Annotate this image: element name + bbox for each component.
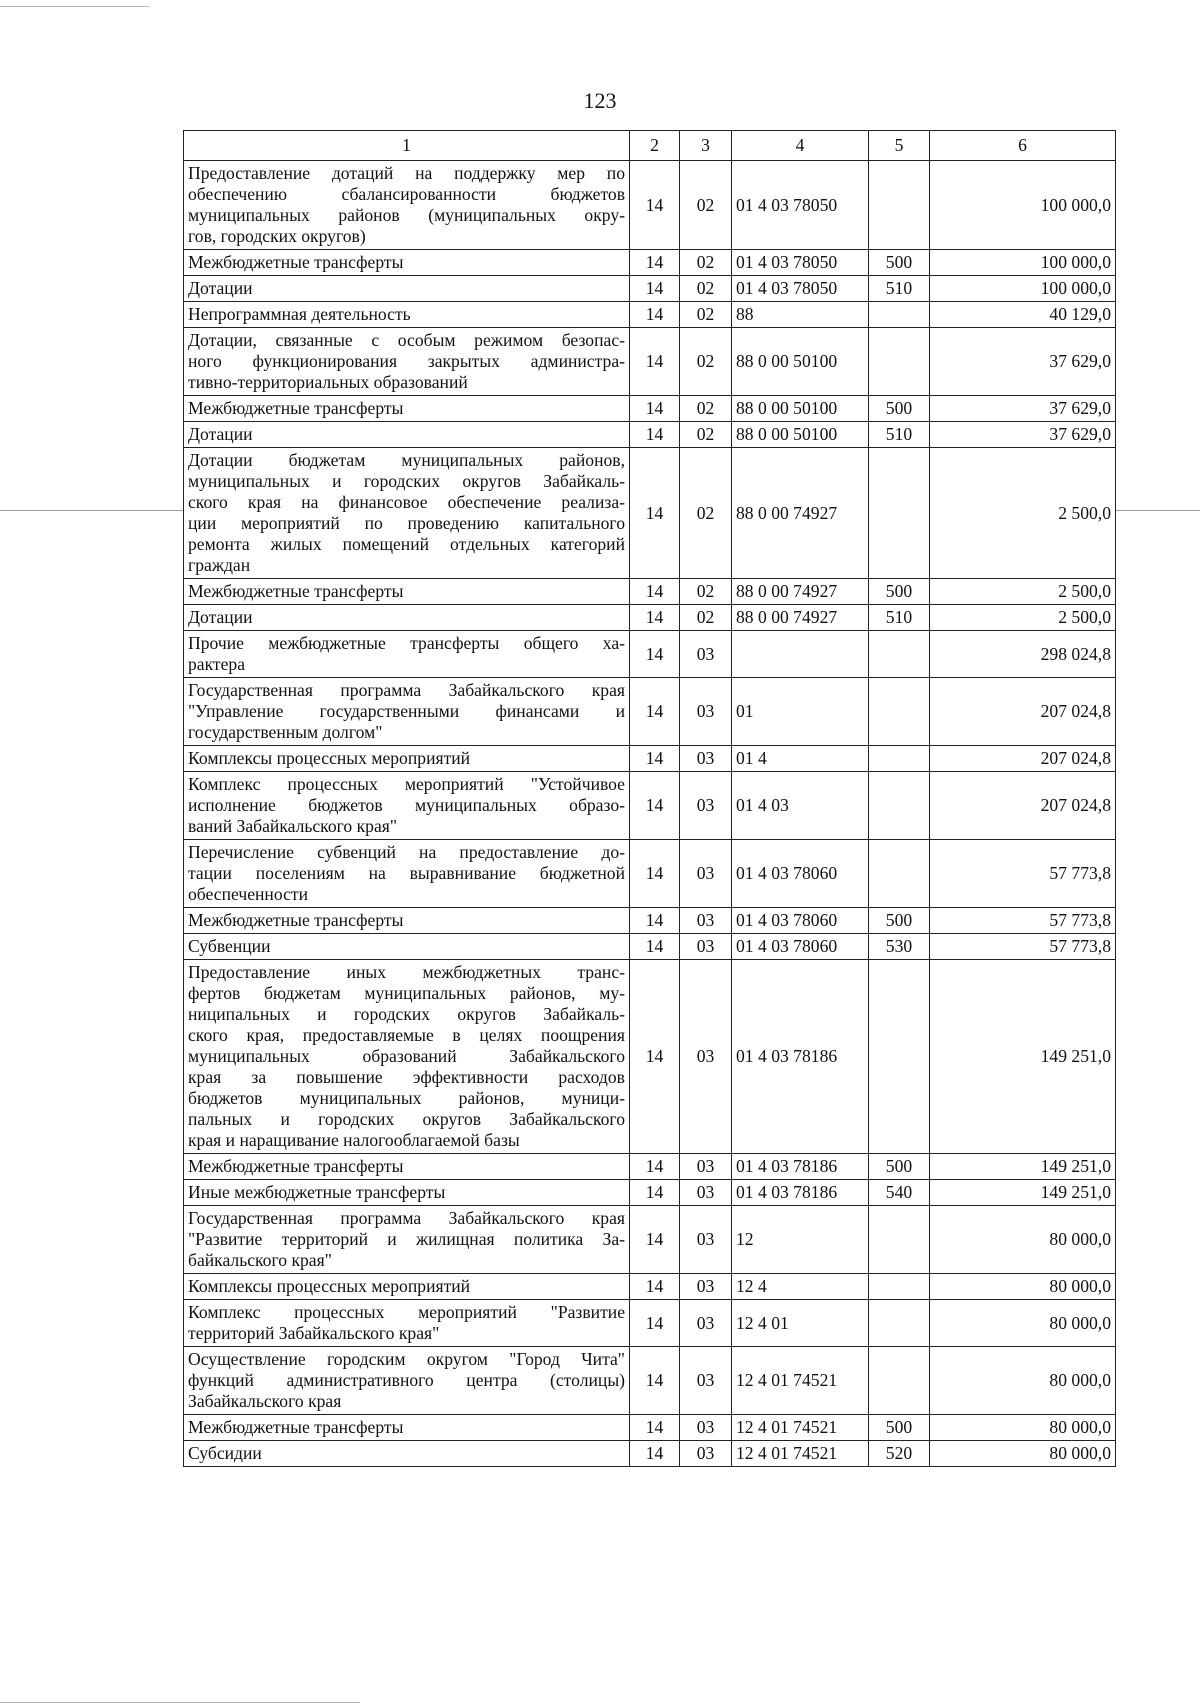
row-c3: 03 — [680, 1274, 732, 1300]
row-c4: 88 — [732, 302, 869, 328]
row-name-line: Межбюджетные трансферты — [188, 910, 404, 930]
row-name-line: территорий Забайкальского края" — [188, 1323, 440, 1343]
row-name — [184, 772, 630, 840]
row-name-line: ваний Забайкальского края" — [188, 816, 398, 836]
table-row — [184, 1347, 1116, 1415]
row-c5 — [869, 772, 930, 840]
row-c5: 500 — [869, 1154, 930, 1180]
row-name — [184, 908, 630, 934]
row-c4: 01 4 03 — [732, 772, 869, 840]
row-c5: 530 — [869, 934, 930, 960]
row-name — [184, 1415, 630, 1441]
row-name-line: Межбюджетные трансферты — [188, 1156, 404, 1176]
row-c5 — [869, 448, 930, 579]
table-row — [184, 605, 1116, 631]
row-name-line: функций административного центра (столицы) — [188, 1370, 625, 1390]
row-c3: 03 — [680, 1300, 732, 1347]
row-c2: 14 — [630, 1180, 680, 1206]
row-name — [184, 960, 630, 1154]
row-c3: 02 — [680, 276, 732, 302]
row-c6: 149 251,0 — [930, 1154, 1116, 1180]
row-c3: 03 — [680, 908, 732, 934]
row-c2: 14 — [630, 1274, 680, 1300]
row-c2: 14 — [630, 161, 680, 250]
row-c2: 14 — [630, 1300, 680, 1347]
row-name-line: Дотации — [188, 424, 253, 444]
row-c6: 80 000,0 — [930, 1206, 1116, 1274]
row-c4: 88 0 00 50100 — [732, 422, 869, 448]
row-c3: 03 — [680, 1347, 732, 1415]
row-c3: 03 — [680, 934, 732, 960]
row-name-line: ции мероприятий по проведению капитального — [188, 513, 625, 533]
row-name — [184, 631, 630, 678]
row-name-line: края и наращивание налогооблагаемой базы — [188, 1130, 520, 1150]
row-c4: 01 4 — [732, 746, 869, 772]
row-c2: 14 — [630, 250, 680, 276]
row-name — [184, 250, 630, 276]
row-c5: 500 — [869, 250, 930, 276]
table-row — [184, 772, 1116, 840]
row-name-line: Забайкальского края — [188, 1391, 342, 1411]
row-name — [184, 1154, 630, 1180]
row-name-line: Субсидии — [188, 1443, 262, 1463]
column-header-1: 1 — [184, 131, 630, 161]
row-c3: 02 — [680, 328, 732, 396]
row-c6: 37 629,0 — [930, 422, 1116, 448]
row-c5: 520 — [869, 1441, 930, 1467]
row-name — [184, 302, 630, 328]
row-c6: 2 500,0 — [930, 579, 1116, 605]
row-c5 — [869, 302, 930, 328]
row-c2: 14 — [630, 1347, 680, 1415]
table-row — [184, 631, 1116, 678]
row-name-line: бюджетов муниципальных районов, муници- — [188, 1088, 625, 1108]
row-c6: 2 500,0 — [930, 448, 1116, 579]
row-c4: 01 4 03 78060 — [732, 934, 869, 960]
row-c4: 01 — [732, 678, 869, 746]
table-row — [184, 302, 1116, 328]
row-c5: 500 — [869, 396, 930, 422]
row-name-line: Иные межбюджетные трансферты — [188, 1182, 446, 1202]
table-row — [184, 448, 1116, 579]
table-row — [184, 422, 1116, 448]
row-c5 — [869, 678, 930, 746]
row-c3: 03 — [680, 1180, 732, 1206]
row-c5: 500 — [869, 579, 930, 605]
row-c2: 14 — [630, 448, 680, 579]
row-name-line: пальных и городских округов Забайкальского — [188, 1109, 625, 1129]
row-name-line: Предоставление иных межбюджетных транс- — [188, 962, 625, 982]
row-name-line: Дотации — [188, 607, 253, 627]
column-header-4: 4 — [732, 131, 869, 161]
row-c2: 14 — [630, 746, 680, 772]
row-c5 — [869, 746, 930, 772]
row-name-line: "Управление государственными финансами и — [188, 701, 625, 721]
row-name — [184, 422, 630, 448]
row-name — [184, 678, 630, 746]
row-c3: 03 — [680, 1154, 732, 1180]
column-header-2: 2 — [630, 131, 680, 161]
column-header-3: 3 — [680, 131, 732, 161]
row-c4: 01 4 03 78186 — [732, 1154, 869, 1180]
row-name-line: ремонта жилых помещений отдельных категорий — [188, 534, 625, 554]
row-c6: 100 000,0 — [930, 250, 1116, 276]
column-header-6: 6 — [930, 131, 1116, 161]
row-c3: 03 — [680, 1441, 732, 1467]
row-c6: 37 629,0 — [930, 328, 1116, 396]
row-c4: 12 4 01 74521 — [732, 1441, 869, 1467]
row-c4: 01 4 03 78060 — [732, 908, 869, 934]
table-row — [184, 1415, 1116, 1441]
row-c5: 500 — [869, 908, 930, 934]
row-c3: 02 — [680, 448, 732, 579]
row-c4: 88 0 00 50100 — [732, 396, 869, 422]
row-c5 — [869, 1274, 930, 1300]
table-row — [184, 250, 1116, 276]
row-c6: 57 773,8 — [930, 934, 1116, 960]
row-c4: 01 4 03 78186 — [732, 1180, 869, 1206]
row-c6: 57 773,8 — [930, 840, 1116, 908]
row-c6: 149 251,0 — [930, 960, 1116, 1154]
column-header-5: 5 — [869, 131, 930, 161]
row-c4 — [732, 631, 869, 678]
row-c5: 510 — [869, 605, 930, 631]
row-name-line: ского края на финансовое обеспечение реализа- — [188, 492, 625, 512]
row-c5 — [869, 161, 930, 250]
row-name — [184, 934, 630, 960]
table-row — [184, 328, 1116, 396]
row-c3: 03 — [680, 746, 732, 772]
row-name-line: фертов бюджетам муниципальных районов, му- — [188, 983, 625, 1003]
row-c6: 207 024,8 — [930, 678, 1116, 746]
table-row — [184, 1441, 1116, 1467]
table-row — [184, 1274, 1116, 1300]
row-c3: 02 — [680, 422, 732, 448]
row-name — [184, 161, 630, 250]
row-c2: 14 — [630, 605, 680, 631]
row-c4: 88 0 00 74927 — [732, 579, 869, 605]
row-c2: 14 — [630, 328, 680, 396]
row-name-line: ниципальных и городских округов Забайкаль- — [188, 1004, 625, 1024]
row-c3: 03 — [680, 840, 732, 908]
row-c4: 01 4 03 78050 — [732, 276, 869, 302]
row-name-line: граждан — [188, 555, 251, 575]
table-row — [184, 840, 1116, 908]
row-c6: 37 629,0 — [930, 396, 1116, 422]
row-c4: 12 — [732, 1206, 869, 1274]
row-c4: 12 4 01 — [732, 1300, 869, 1347]
row-name-line: обеспечению сбалансированности бюджетов — [188, 184, 625, 204]
row-name-line: тации поселениям на выравнивание бюджетной — [188, 863, 625, 883]
row-name — [184, 746, 630, 772]
row-c3: 02 — [680, 396, 732, 422]
table-row — [184, 1180, 1116, 1206]
row-c5 — [869, 631, 930, 678]
row-c4: 12 4 01 74521 — [732, 1347, 869, 1415]
row-c2: 14 — [630, 960, 680, 1154]
row-name-line: обеспеченности — [188, 884, 308, 904]
row-name-line: Прочие межбюджетные трансферты общего ха- — [188, 633, 625, 653]
row-c6: 57 773,8 — [930, 908, 1116, 934]
table-row — [184, 161, 1116, 250]
row-name-line: Межбюджетные трансферты — [188, 581, 404, 601]
row-c3: 02 — [680, 250, 732, 276]
row-name — [184, 1274, 630, 1300]
row-name-line: Дотации бюджетам муниципальных районов, — [188, 450, 625, 470]
row-name-line: Предоставление дотаций на поддержку мер по — [188, 163, 625, 183]
row-c5: 510 — [869, 276, 930, 302]
row-c2: 14 — [630, 1441, 680, 1467]
table-header-row — [184, 131, 1116, 161]
row-c5 — [869, 840, 930, 908]
row-c5 — [869, 1300, 930, 1347]
scan-artifact-bottom — [0, 1702, 360, 1703]
row-name-line: байкальского края" — [188, 1250, 332, 1270]
table-row — [184, 960, 1116, 1154]
row-name — [184, 1206, 630, 1274]
row-c2: 14 — [630, 840, 680, 908]
row-c4: 01 4 03 78050 — [732, 250, 869, 276]
row-name — [184, 1441, 630, 1467]
row-c2: 14 — [630, 422, 680, 448]
row-c3: 02 — [680, 605, 732, 631]
row-name — [184, 396, 630, 422]
row-c5 — [869, 960, 930, 1154]
row-c5 — [869, 328, 930, 396]
row-c4: 12 4 01 74521 — [732, 1415, 869, 1441]
row-c2: 14 — [630, 396, 680, 422]
row-name-line: Комплексы процессных мероприятий — [188, 1276, 471, 1296]
row-name-line: Комплекс процессных мероприятий "Устойчивое — [188, 774, 625, 794]
row-c5 — [869, 1347, 930, 1415]
row-name-line: Государственная программа Забайкальского края — [188, 680, 625, 700]
table-row — [184, 1154, 1116, 1180]
row-name-line: Субвенции — [188, 936, 271, 956]
row-c6: 80 000,0 — [930, 1300, 1116, 1347]
row-c2: 14 — [630, 276, 680, 302]
row-c6: 207 024,8 — [930, 772, 1116, 840]
row-c3: 02 — [680, 302, 732, 328]
table-row — [184, 678, 1116, 746]
table-row — [184, 1300, 1116, 1347]
page-number: 123 — [583, 88, 617, 113]
row-c6: 100 000,0 — [930, 276, 1116, 302]
row-c6: 2 500,0 — [930, 605, 1116, 631]
row-c2: 14 — [630, 678, 680, 746]
scan-artifact-top — [0, 6, 150, 7]
table-row — [184, 746, 1116, 772]
row-c6: 80 000,0 — [930, 1347, 1116, 1415]
row-c2: 14 — [630, 1415, 680, 1441]
row-name-line: Комплекс процессных мероприятий "Развитие — [188, 1302, 625, 1322]
row-name — [184, 328, 630, 396]
scan-artifact-mid-right — [1115, 510, 1200, 511]
row-name — [184, 1347, 630, 1415]
row-name-line: исполнение бюджетов муниципальных образо- — [188, 795, 625, 815]
table-row — [184, 934, 1116, 960]
row-name-line: Дотации — [188, 278, 253, 298]
row-name-line: Непрограммная деятельность — [188, 304, 411, 324]
row-c2: 14 — [630, 631, 680, 678]
row-c2: 14 — [630, 302, 680, 328]
row-c3: 03 — [680, 1206, 732, 1274]
row-c3: 03 — [680, 631, 732, 678]
table-row — [184, 579, 1116, 605]
row-c6: 100 000,0 — [930, 161, 1116, 250]
row-name — [184, 1180, 630, 1206]
row-name-line: Межбюджетные трансферты — [188, 1417, 404, 1437]
table-row — [184, 1206, 1116, 1274]
row-c5: 540 — [869, 1180, 930, 1206]
row-c6: 298 024,8 — [930, 631, 1116, 678]
row-c3: 03 — [680, 678, 732, 746]
row-name — [184, 276, 630, 302]
row-c4: 01 4 03 78050 — [732, 161, 869, 250]
row-c2: 14 — [630, 1154, 680, 1180]
row-name-line: Межбюджетные трансферты — [188, 398, 404, 418]
budget-table — [183, 130, 1116, 1467]
row-c3: 03 — [680, 960, 732, 1154]
row-name — [184, 448, 630, 579]
row-name-line: Комплексы процессных мероприятий — [188, 748, 471, 768]
row-c4: 12 4 — [732, 1274, 869, 1300]
row-c5: 500 — [869, 1415, 930, 1441]
row-name-line: Осуществление городским округом "Город Чита" — [188, 1349, 625, 1369]
row-c5 — [869, 1206, 930, 1274]
row-c3: 03 — [680, 1415, 732, 1441]
row-c6: 207 024,8 — [930, 746, 1116, 772]
row-name-line: Перечисление субвенций на предоставление до- — [188, 842, 625, 862]
row-name — [184, 1300, 630, 1347]
row-name-line: Государственная программа Забайкальского края — [188, 1208, 625, 1228]
row-name-line: рактера — [188, 654, 246, 674]
row-c2: 14 — [630, 908, 680, 934]
row-name — [184, 579, 630, 605]
row-name-line: "Развитие территорий и жилищная политика За- — [188, 1229, 625, 1249]
table-row — [184, 276, 1116, 302]
row-c2: 14 — [630, 579, 680, 605]
row-name — [184, 605, 630, 631]
row-c2: 14 — [630, 934, 680, 960]
table-row — [184, 908, 1116, 934]
row-name-line: ного функционирования закрытых администра- — [188, 351, 625, 371]
row-name-line: муниципальных районов (муниципальных окру- — [188, 205, 625, 225]
table-row — [184, 396, 1116, 422]
row-c3: 02 — [680, 161, 732, 250]
row-c6: 40 129,0 — [930, 302, 1116, 328]
row-c2: 14 — [630, 1206, 680, 1274]
row-c4: 01 4 03 78060 — [732, 840, 869, 908]
row-c6: 80 000,0 — [930, 1441, 1116, 1467]
row-c6: 149 251,0 — [930, 1180, 1116, 1206]
row-name-line: края за повышение эффективности расходов — [188, 1067, 625, 1087]
row-name-line: государственным долгом" — [188, 722, 383, 742]
row-c4: 01 4 03 78186 — [732, 960, 869, 1154]
row-name-line: муниципальных и городских округов Забайкаль- — [188, 471, 625, 491]
row-c5: 510 — [869, 422, 930, 448]
row-name-line: гов, городских округов) — [188, 226, 366, 246]
row-c6: 80 000,0 — [930, 1274, 1116, 1300]
row-c6: 80 000,0 — [930, 1415, 1116, 1441]
budget-table-body — [184, 131, 1116, 1467]
row-c4: 88 0 00 74927 — [732, 448, 869, 579]
row-name-line: Дотации, связанные с особым режимом безопас- — [188, 330, 625, 350]
row-name-line: Межбюджетные трансферты — [188, 252, 404, 272]
row-c4: 88 0 00 50100 — [732, 328, 869, 396]
scan-artifact-mid — [0, 510, 183, 511]
row-name — [184, 840, 630, 908]
row-name-line: муниципальных образований Забайкальского — [188, 1046, 625, 1066]
row-c4: 88 0 00 74927 — [732, 605, 869, 631]
row-c2: 14 — [630, 772, 680, 840]
row-name-line: тивно-территориальных образований — [188, 372, 468, 392]
row-c3: 03 — [680, 772, 732, 840]
row-name-line: ского края, предоставляемые в целях поощрения — [188, 1025, 625, 1045]
row-c3: 02 — [680, 579, 732, 605]
